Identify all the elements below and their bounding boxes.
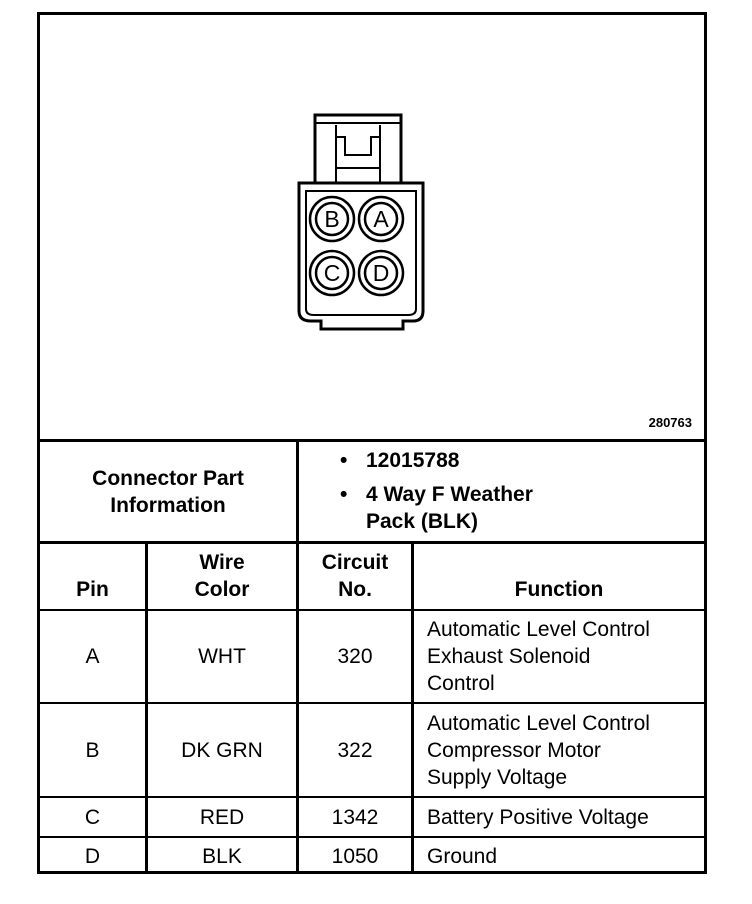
row-a-function-line1: Automatic Level Control (427, 618, 650, 641)
row-d-wire-color: BLK (202, 844, 242, 868)
pin-label-a: A (373, 206, 389, 232)
row-d-circuit: 1050 (331, 844, 379, 868)
header-function: Function (514, 578, 604, 601)
row-b-circuit: 322 (337, 738, 373, 762)
part-description-item (340, 481, 533, 508)
row-a-wire-color: WHT (198, 645, 246, 668)
figure-number: 280763 (648, 415, 692, 430)
connector-face-drawing (40, 15, 704, 439)
part-info-details (340, 447, 533, 535)
part-number: 12015788 (366, 449, 460, 472)
row-a-function-line3: Control (427, 672, 495, 695)
row-b-wire-color: DK GRN (181, 738, 263, 762)
row-c-circuit: 1342 (331, 805, 379, 829)
header-circuit-line2: No. (338, 578, 372, 601)
header-pin: Pin (76, 578, 109, 601)
row-a-pin: A (85, 645, 100, 668)
header-circuit-line1: Circuit (321, 551, 389, 574)
row-a-circuit: 320 (337, 645, 373, 668)
bullet-icon: • (340, 483, 348, 506)
pin-label-c: C (323, 260, 341, 286)
row-c-pin: C (84, 805, 101, 829)
connector-diagram (40, 15, 704, 439)
divider-part-info-vertical (296, 442, 299, 543)
pin-label-d: D (372, 260, 390, 286)
part-number-item (340, 447, 533, 474)
row-b-function-line3: Supply Voltage (427, 765, 568, 789)
header-wire-color-line1: Wire (199, 551, 245, 574)
part-info-label (40, 442, 296, 541)
row-b-function (414, 704, 704, 796)
row-b-pin: B (85, 738, 100, 762)
header-circuit (299, 543, 411, 609)
row-d-function: Ground (427, 844, 498, 868)
row-b-function-line2: Compressor Motor (427, 738, 601, 762)
row-a-function (414, 611, 704, 702)
part-info-label-line1: Connector Part (92, 466, 244, 490)
pin-label-b: B (324, 206, 340, 232)
part-description-line1: 4 Way F Weather (366, 483, 533, 506)
header-wire-color (148, 543, 296, 609)
part-description-item-cont (340, 508, 533, 535)
connector-info-sheet (37, 12, 707, 874)
bullet-icon: • (340, 449, 348, 472)
row-c-wire-color: RED (199, 805, 245, 829)
row-a-function-line2: Exhaust Solenoid (427, 645, 591, 668)
row-d-pin: D (84, 844, 101, 868)
row-c-function: Battery Positive Voltage (427, 805, 649, 829)
part-info-label-line2: Information (110, 493, 226, 517)
row-b-function-line1: Automatic Level Control (427, 711, 650, 735)
part-description-line2: Pack (BLK) (366, 510, 479, 533)
header-wire-color-line2: Color (194, 578, 250, 601)
